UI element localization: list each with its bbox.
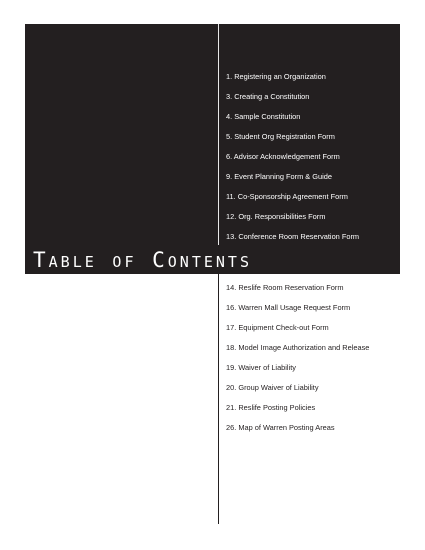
toc-item: 18. Model Image Authorization and Release: [226, 343, 370, 352]
toc-item: 21. Reslife Posting Policies: [226, 403, 316, 412]
toc-list-top: [226, 67, 359, 247]
toc-item: 5. Student Org Registration Form: [226, 132, 335, 141]
toc-item: 20. Group Waiver of Liability: [226, 383, 319, 392]
toc-item: 13. Conference Room Reservation Form: [226, 232, 360, 241]
toc-item: 14. Reslife Room Reservation Form: [226, 283, 344, 292]
toc-list-bottom: [226, 278, 369, 438]
vertical-divider-top: [218, 24, 219, 245]
vertical-divider-bottom: [218, 274, 219, 524]
toc-item: 1. Registering an Organization: [226, 72, 326, 81]
toc-item: 9. Event Planning Form & Guide: [226, 172, 332, 181]
toc-item: 19. Waiver of Liability: [226, 363, 296, 372]
toc-item: 11. Co-Sponsorship Agreement Form: [226, 192, 348, 201]
toc-item: 3. Creating a Constitution: [226, 92, 310, 101]
toc-item: 26. Map of Warren Posting Areas: [226, 423, 335, 432]
toc-item: 6. Advisor Acknowledgement Form: [226, 152, 340, 161]
toc-item: 4. Sample Constitution: [226, 112, 301, 121]
toc-item: 16. Warren Mall Usage Request Form: [226, 303, 351, 312]
page-title: Table of Contents: [33, 248, 252, 272]
toc-item: 12. Org. Responsibilities Form: [226, 212, 326, 221]
toc-item: 17. Equipment Check-out Form: [226, 323, 329, 332]
